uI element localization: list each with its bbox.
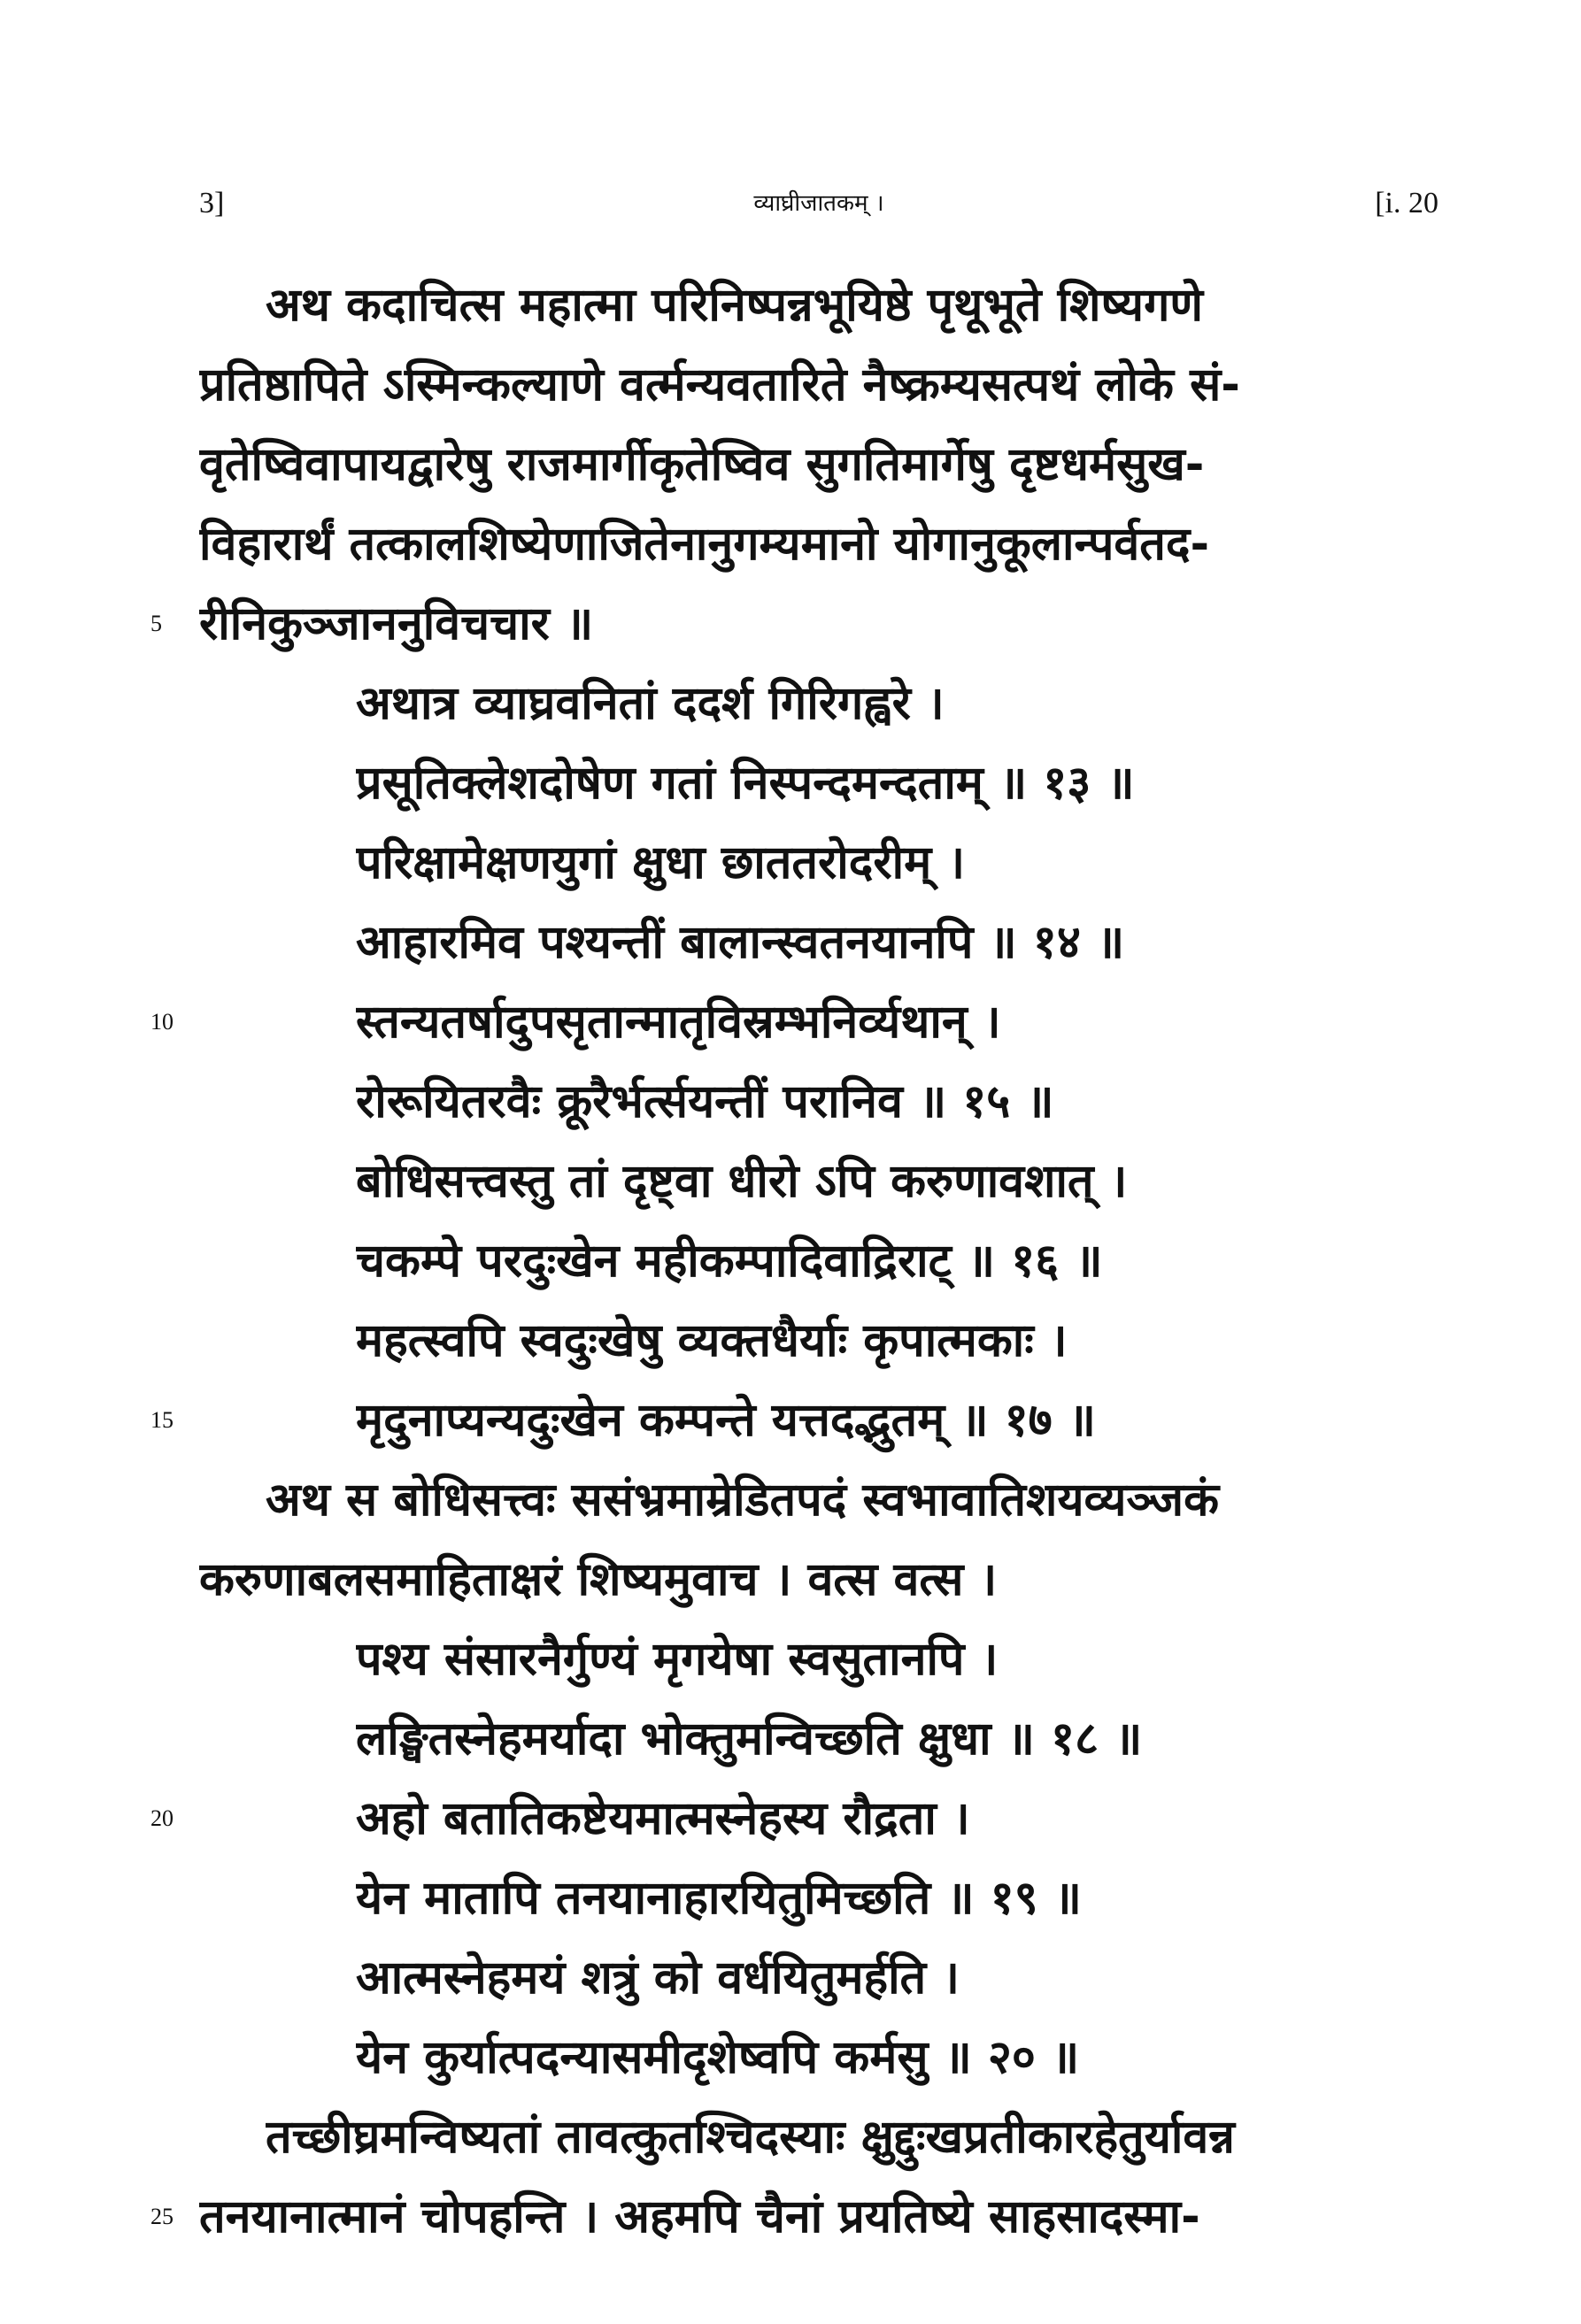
line-number: 5	[150, 611, 162, 636]
running-title: व्याघ्रीजातकम् ।	[753, 190, 884, 217]
verse-line: परिक्षामेक्षणयुगां क्षुधा छाततरोदरीम् ।	[356, 836, 966, 889]
text-line: रीनिकुञ्जाननुविचचार ॥	[199, 597, 594, 650]
text-line: विहारार्थं तत्कालशिष्येणाजितेनानुगम्यमानो योगानुकूलान्पर्वतद-	[199, 518, 1210, 571]
verse-line: अथात्र व्याघ्रवनितां ददर्श गिरिगह्वरे ।	[356, 677, 945, 730]
page-number: 3]	[199, 187, 225, 219]
verse-line: प्रसूतिक्लेशदोषेण गतां निस्पन्दमन्दताम् ॥ १३ ॥	[356, 757, 1135, 810]
verse-line: चकम्पे परदुःखेन महीकम्पादिवाद्रिराट् ॥ १६ ॥	[356, 1235, 1103, 1288]
text-line: अथ स बोधिसत्त्वः ससंभ्रमाम्रेडितपदं स्वभावातिशयव्यञ्जकं	[266, 1474, 1220, 1527]
page-header	[199, 177, 1438, 230]
verse-line: येन कुर्यात्पदन्यासमीदृशेष्वपि कर्मसु ॥ २० ॥	[356, 2031, 1080, 2084]
verse-line: स्तन्यतर्षादुपसृतान्मातृविस्रम्भनिर्व्यथान् ।	[356, 996, 1001, 1049]
text-line: करुणाबलसमाहिताक्षरं शिष्यमुवाच । वत्स वत्स ।	[199, 1553, 998, 1606]
text-line: तच्छीघ्रमन्विष्यतां तावत्कुतश्चिदस्याः क्षुद्दुःखप्रतीकारहेतुर्यावन्न	[266, 2111, 1235, 2164]
verse-line: पश्य संसारनैर्गुण्यं मृगयेषा स्वसुतानपि ।	[356, 1633, 999, 1686]
line-number: 25	[150, 2204, 174, 2229]
text-line: तनयानात्मानं चोपहन्ति । अहमपि चैनां प्रयतिष्ये साहसादस्मा-	[199, 2190, 1200, 2243]
verse-line: महत्स्वपि स्वदुःखेषु व्यक्तधैर्याः कृपात्मकाः ।	[356, 1314, 1068, 1367]
text-line: प्रतिष्ठापिते ऽस्मिन्कल्याणे वर्त्मन्यवतारिते नैष्क्रम्यसत्पथं लोके सं-	[199, 358, 1240, 412]
line-number: 20	[150, 1805, 174, 1831]
verse-line: लङ्घितस्नेहमर्यादा भोक्तुमन्विच्छति क्षुधा ॥ १८ ॥	[356, 1712, 1143, 1766]
verse-line: अहो बतातिकष्टेयमात्मस्नेहस्य रौद्रता ।	[356, 1792, 970, 1845]
verse-line: आहारमिव पश्यन्तीं बालान्स्वतनयानपि ॥ १४ ॥	[356, 916, 1125, 969]
verse-line: येन मातापि तनयानाहारयितुमिच्छति ॥ १९ ॥	[356, 1872, 1082, 1925]
verse-line: रोरूयितरवैः क्रूरैर्भर्त्सयन्तीं परानिव ॥ १५ ॥	[356, 1075, 1054, 1128]
line-number: 15	[150, 1407, 174, 1433]
line-number: 10	[150, 1009, 174, 1035]
text-line: अथ कदाचित्स महात्मा परिनिष्पन्नभूयिष्ठे पृथूभूते शिष्यगणे	[266, 279, 1203, 332]
verse-line: मृदुनाप्यन्यदुःखेन कम्पन्ते यत्तदद्भुतम् ॥ १७ ॥	[356, 1394, 1096, 1447]
verse-line: बोधिसत्त्वस्तु तां दृष्ट्वा धीरो ऽपि करुणावशात् ।	[356, 1155, 1128, 1208]
section-reference: [i. 20	[1375, 187, 1438, 219]
text-line: वृतेष्विवापायद्वारेषु राजमार्गीकृतेष्विव सुगतिमार्गेषु दृष्टधर्मसुख-	[199, 438, 1205, 491]
verse-line: आत्मस्नेहमयं शत्रुं को वर्धयितुमर्हति ।	[356, 1951, 960, 2005]
